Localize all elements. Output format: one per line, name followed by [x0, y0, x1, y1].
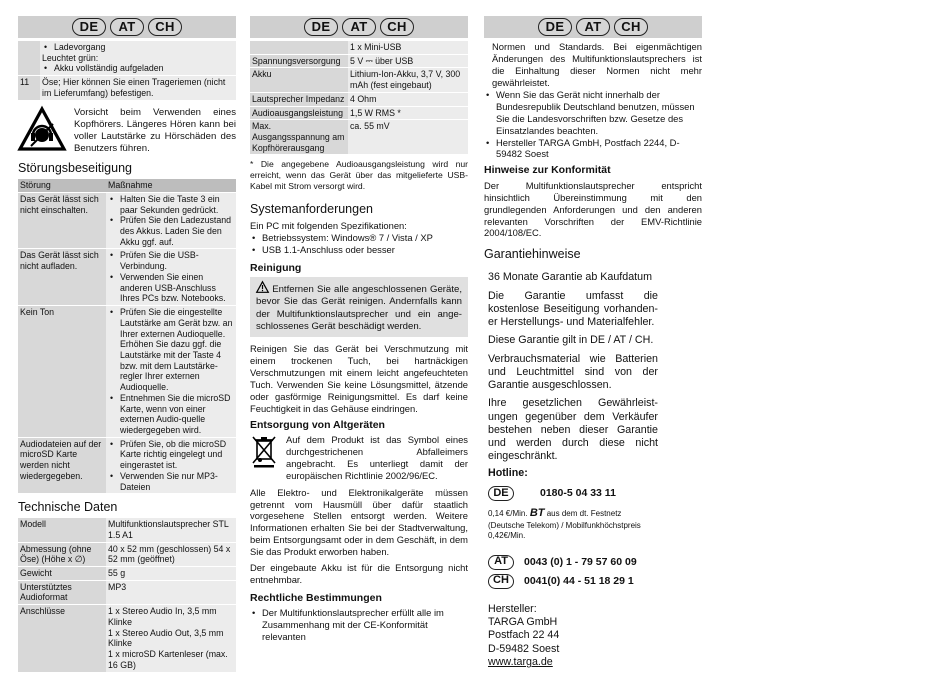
hearing-warning	[18, 107, 236, 156]
list-item: • Verwenden Sie nur MP3-Dateien	[108, 471, 234, 492]
crossed-bin-icon	[250, 434, 278, 468]
table-row: Akku Lithium-Ion-Akku, 3,7 V, 300 mAh (fest eingebaut)	[250, 68, 468, 92]
conformity-text: Der Multifunktionslautsprecher entspricht hinsichtlich Übereinstimmung mit den grundlegenden Anforderungen und den anderen relevanten Vorschriften der EMV-Richtlinie 2004/108/EC.	[484, 179, 702, 239]
list-item: • Prüfen Sie die eingestellte Lautstärke am Gerät bzw. an Ihrer externen Audioquelle. Erhöhen Sie dazu ggf. die Lautstärke mit der Taste 4 bzw. mit dem Lautstärke-regler Ihrer externen Audioquelle.	[108, 307, 234, 393]
list-item: • USB 1.1-Anschluss oder besser	[250, 244, 468, 256]
tech-table-continued	[250, 41, 468, 155]
flag-de: DE	[538, 18, 572, 36]
flag-at: AT	[110, 18, 144, 36]
hearing-warning-icon	[18, 107, 66, 151]
warranty-text: Diese Garantie gilt in DE / AT / CH.	[488, 334, 654, 347]
table-row: Modell Multifunktionslautsprecher STL 1.5 A1	[18, 518, 236, 542]
hotline-block	[484, 486, 702, 670]
warranty-text: 36 Monate Garantie ab Kaufdatum	[488, 271, 652, 284]
table-row: Das Gerät lässt sich nicht aufladen. • Prüfen Sie die USB-Verbindung. • Verwenden Sie einen anderen USB-Anschluss Ihres PCs bzw. Notebooks.	[18, 249, 236, 306]
table-row: Spannungsversorgung 5 V ⎓ über USB	[250, 54, 468, 68]
list-item: • Betriebssystem: Windows® 7 / Vista / XP	[250, 232, 468, 244]
table-row: Lautsprecher Impedanz 4 Ohm	[250, 92, 468, 106]
website-link[interactable]: www.targa.de	[488, 656, 553, 669]
system-list	[250, 232, 468, 256]
cleaning-warning-box	[250, 277, 468, 337]
section-title-entsorgung: Entsorgung von Altgeräten	[250, 418, 385, 431]
hotline-ch	[488, 574, 702, 589]
country-flags	[250, 16, 468, 38]
table-row: 1 x Mini-USB	[250, 41, 468, 54]
led-table	[18, 41, 236, 101]
disposal-block	[250, 434, 468, 482]
system-intro: Ein PC mit folgenden Spezifikationen:	[250, 220, 407, 232]
flag-at: AT	[488, 555, 514, 570]
legal-continued: Normen und Standards. Bei eigenmächtigen Änderungen des Multifunktionslautsprechers ist die Einhaltung dieser Normen nicht mehr gewährleistet.	[492, 41, 702, 88]
disposal-icon-text: Auf dem Produkt ist das Symbol eines durchgestrichenen Abfalleimers angebracht. Es unterliegt damit der europäischen Richtlinie 2002/96/EC.	[286, 433, 468, 481]
list-item: • Verwenden Sie einen anderen USB-Anschluss Ihres PCs bzw. Notebooks.	[108, 272, 234, 304]
section-title-recht: Rechtliche Bestimmungen	[250, 592, 382, 605]
table-row: Unterstütztes Audioformat MP3	[18, 580, 236, 604]
section-title-reinigung: Reinigung	[250, 261, 302, 274]
column-3	[484, 16, 702, 670]
list-item: • Prüfen Sie den Ladezustand des Akkus. Laden Sie den Akku ggf. auf.	[108, 215, 234, 247]
disposal-text-1: Alle Elektro- und Elektronikalgeräte müssen getrennt vom Hausmüll über dafür staatlich vorgesehene Stellen entsorgt werden. Weitere Informationen erhalten Sie bei der Stadtverwaltung, beim Entsorgungsamt oder in dem Geschäft, in dem Sie das Produkt erworben haben.	[250, 486, 468, 558]
table-row: 11 Öse; Hier können Sie einen Trageriemen (nicht im Lieferumfang) befestigen.	[18, 76, 236, 100]
table-row: Anschlüsse 1 x Stereo Audio In, 3,5 mm Klinke 1 x Stereo Audio Out, 3,5 mm Klinke 1 x microSD Kartenleser (max. 16 GB)	[18, 605, 236, 672]
list-item: • Hersteller TARGA GmbH, Postfach 2244, D-59482 Soest	[484, 137, 702, 161]
column-1	[18, 16, 236, 673]
list-item: • Halten Sie die Taste 3 ein paar Sekunden gedrückt.	[108, 194, 234, 215]
flag-ch: CH	[380, 18, 414, 36]
flag-at: AT	[576, 18, 610, 36]
manufacturer-label: Hersteller:	[488, 602, 537, 615]
table-header: Störung Maßnahme	[18, 179, 236, 192]
list-item: • Prüfen Sie die USB-Verbindung.	[108, 250, 234, 271]
disposal-text-2: Der eingebaute Akku ist für die Entsorgung nicht entnehmbar.	[250, 562, 468, 586]
tech-table	[18, 518, 236, 672]
warning-text: Vorsicht beim Verwenden eines Kopfhörers. Längeres Hören kann bei voller Lautstärke zu Hörschäden des Benutzers führen.	[74, 106, 236, 155]
cleaning-warning-text: Entfernen Sie alle angeschlossenen Geräte, bevor Sie das Gerät reinigen. Andernfalls kann der Multifunktionslautsprecher und ein ange-schlossenes Gerät beschädigt werden.	[256, 284, 462, 332]
country-flags	[484, 16, 702, 38]
section-title-system: Systemanforderungen	[250, 202, 373, 217]
table-row: Kein Ton • Prüfen Sie die eingestellte Lautstärke am Gerät bzw. an Ihrer externen Audioquelle. Erhöhen Sie dazu ggf. die Lautstärke mit der Taste 4 bzw. mit dem Lautstärke-regler Ihrer externen Audioquelle. • Entnehmen Sie die microSD Karte, wenn von einer externen Audio-quelle wiedergegeben wird.	[18, 306, 236, 438]
section-title-tech: Technische Daten	[18, 500, 118, 515]
table-row: Audiodateien auf der microSD Karte werden nicht wiedergegeben. • Prüfen Sie, ob die microSD Karte richtig eingelegt und eingerastet ist. • Verwenden Sie nur MP3-Dateien	[18, 437, 236, 494]
country-flags	[18, 16, 236, 38]
section-title-konformitaet: Hinweise zur Konformität	[484, 164, 611, 177]
hotline-number: 0041(0) 44 - 51 18 29 1	[524, 574, 634, 587]
legal-list-continued	[484, 89, 702, 161]
hotline-number: 0180-5 04 33 11	[540, 486, 616, 499]
troubleshooting-table	[18, 179, 236, 494]
flag-at: AT	[342, 18, 376, 36]
section-title-garantie: Garantiehinweise	[484, 247, 581, 262]
hotline-de	[488, 486, 702, 501]
flag-ch: CH	[488, 574, 514, 589]
flag-ch: CH	[614, 18, 648, 36]
flag-de: DE	[304, 18, 338, 36]
table-row: • Ladevorgang Leuchtet grün: • Akku vollständig aufgeladen	[18, 41, 236, 76]
footnote: * Die angegebene Audioausgangsleistung wird nur erreicht, wenn das Gerät über das mitgelieferte USB-Kabel mit Strom versorgt wird.	[250, 159, 468, 192]
column-2	[250, 16, 468, 643]
manufacturer-block: Hersteller: TARGA GmbH Postfach 22 44 D-59482 Soest www.targa.de	[488, 603, 702, 670]
warranty-block	[484, 271, 658, 480]
warranty-text: Verbrauchsmaterial wie Batterien und Leuchtmittel sind von der Garantie ausgeschlossen.	[488, 352, 658, 392]
hotline-de-note: 0,14 €/Min. BT aus dem dt. Festnetz (Deutsche Telekom) / Mobilfunkhöchstpreis 0,42€/Min.	[488, 506, 641, 540]
warranty-text: Die Garantie umfasst die kostenlose Beseitigung vorhanden-er Herstellungs- und Materialfehler.	[488, 289, 658, 329]
table-row: Abmessung (ohne Öse) (Höhe x ∅) 40 x 52 mm (geschlossen) 54 x 52 mm (geöffnet)	[18, 542, 236, 566]
list-item: • Der Multifunktionslautsprecher erfüllt alle im Zusammenhang mit der CE-Konformität relevanten	[250, 607, 468, 643]
flag-de: DE	[72, 18, 106, 36]
legal-list	[250, 607, 468, 643]
hotline-at	[488, 555, 702, 570]
table-row: Das Gerät lässt sich nicht einschalten. • Halten Sie die Taste 3 ein paar Sekunden gedrückt. • Prüfen Sie den Ladezustand des Akkus. Laden Sie den Akku ggf. auf.	[18, 192, 236, 249]
caution-icon	[256, 281, 269, 293]
table-row: Audioausgangsleistung 1,5 W RMS *	[250, 106, 468, 120]
cleaning-text: Reinigen Sie das Gerät bei Verschmutzung mit einem trockenen Tuch, bei hartnäckigen Verschmutzungen mit einem leicht angefeuchteten Tuch. Verwenden Sie keine Lösungsmittel, ätzende oder gasförmige Reinigungsmittel. Es darf keine Feuchtigkeit in das Gehäuse eindringen.	[250, 342, 468, 414]
hotline-label: Hotline:	[488, 466, 528, 479]
flag-de: DE	[488, 486, 514, 501]
list-item: • Akku vollständig aufgeladen	[42, 63, 234, 74]
list-item: • Prüfen Sie, ob die microSD Karte richtig eingelegt und eingerastet ist.	[108, 439, 234, 471]
warranty-text: Ihre gesetzlichen Gewährleist-ungen gegenüber dem Verkäufer bestehen neben dieser Garantie und werden durch diese nicht eingeschränkt.	[488, 397, 658, 463]
list-item: • Entnehmen Sie die microSD Karte, wenn von einer externen Audio-quelle wiedergegeben wird.	[108, 393, 234, 436]
table-row: Max. Ausgangsspannung am Kopfhörerausgang ca. 55 mV	[250, 120, 468, 155]
bt-logo-icon: BT	[529, 506, 545, 519]
hotline-number: 0043 (0) 1 - 79 57 60 09	[524, 555, 637, 568]
list-item: • Ladevorgang	[42, 42, 234, 53]
table-row: Gewicht 55 g	[18, 567, 236, 581]
list-item: • Wenn Sie das Gerät nicht innerhalb der Bundesrepublik Deutschland benutzen, müssen Sie die Landesvorschriften bzw. Gesetze des Einsatzlandes beachten.	[484, 89, 702, 137]
section-title-stoerung: Störungsbeseitigung	[18, 161, 132, 176]
flag-ch: CH	[148, 18, 182, 36]
